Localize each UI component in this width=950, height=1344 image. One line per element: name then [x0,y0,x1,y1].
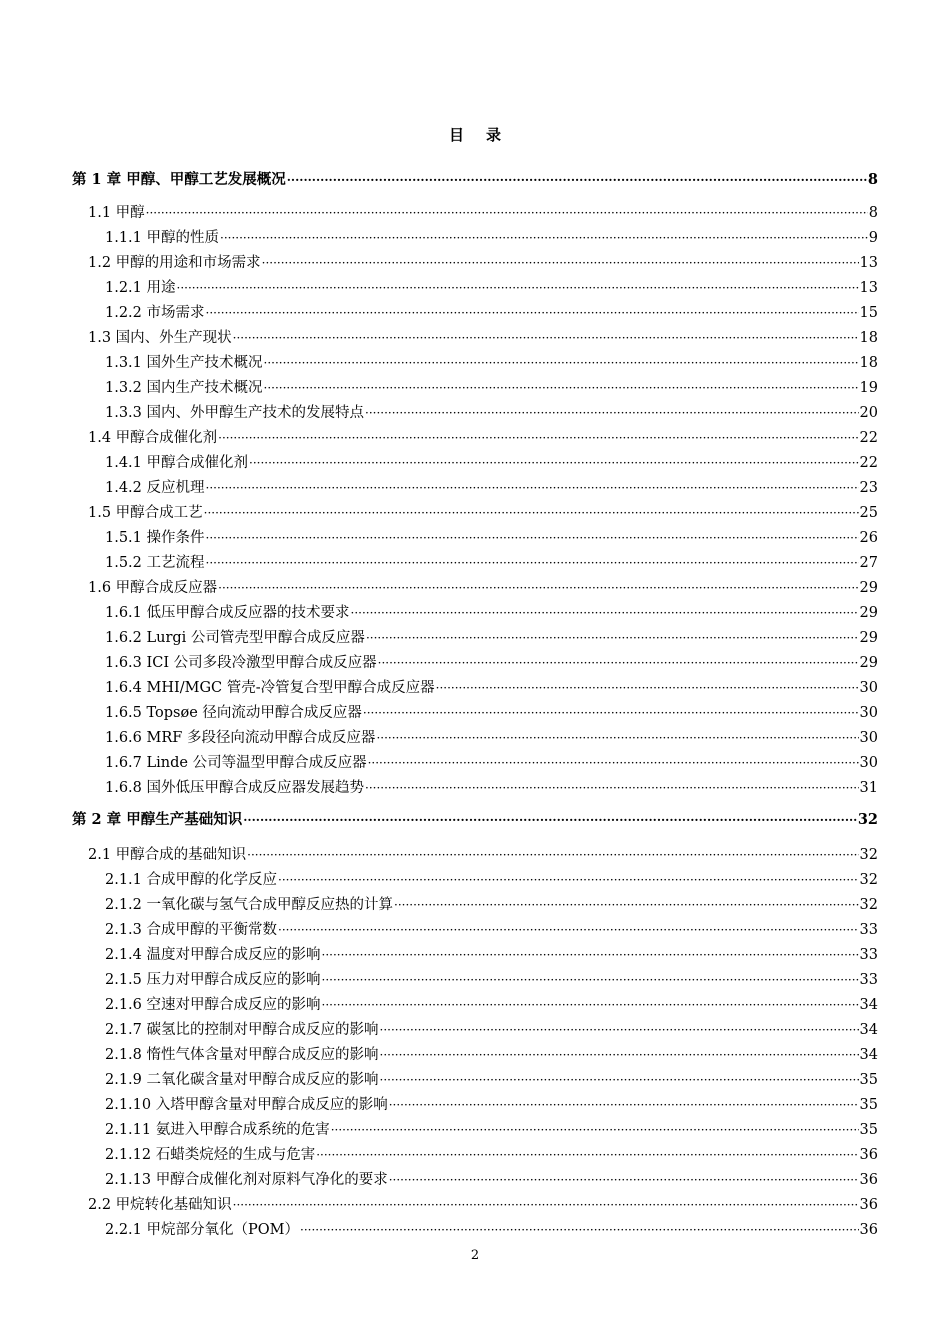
toc-dot-leader [204,503,859,523]
toc-dot-leader [380,1045,859,1065]
toc-entry-page: 30 [859,755,878,771]
toc-entry-label: 1.6.6 MRF 多段径向流动甲醇合成反应器 [105,730,376,746]
toc-entry[interactable] [105,353,878,373]
toc-dot-leader [233,328,859,348]
toc-dot-leader [218,428,858,448]
toc-entry-page: 36 [859,1147,878,1163]
toc-entry[interactable] [105,478,878,498]
toc-dot-leader [243,810,857,830]
toc-dot-leader [249,453,859,473]
toc-entry[interactable] [105,528,878,548]
toc-dot-leader [366,628,859,648]
toc-entry[interactable] [105,753,878,773]
toc-entry-label: 2.1.10 入塔甲醇含量对甲醇合成反应的影响 [105,1097,388,1113]
toc-entry[interactable] [105,228,878,248]
toc-entry[interactable] [88,845,878,865]
toc-entry-label: 第 1 章 甲醇、甲醇工艺发展概况 [72,171,286,188]
toc-entry-label: 1.3 国内、外生产现状 [88,330,232,346]
toc-entry[interactable] [105,678,878,698]
toc-dot-leader [300,1220,859,1240]
toc-entry-page: 34 [859,1022,878,1038]
toc-entry-page: 35 [859,1122,878,1138]
toc-entry-label: 1.2.2 市场需求 [105,305,205,321]
toc-entry-page: 9 [868,230,878,246]
toc-entry-label: 2.2 甲烷转化基础知识 [88,1197,232,1213]
toc-entry-label: 1.4.2 反应机理 [105,480,205,496]
toc-entry-label: 1.1.1 甲醇的性质 [105,230,220,246]
toc-entry-label: 1.3.2 国内生产技术概况 [105,380,263,396]
toc-dot-leader [365,403,859,423]
toc-entry-label: 1.2.1 用途 [105,280,176,296]
toc-entry-label: 1.4 甲醇合成催化剂 [88,430,218,446]
toc-dot-leader [436,678,859,698]
toc-entry[interactable] [105,603,878,623]
toc-entry-page: 33 [859,972,878,988]
toc-entry-label: 1.5.2 工艺流程 [105,555,205,571]
toc-entry-label: 1.6.7 Linde 公司等温型甲醇合成反应器 [105,755,367,771]
toc-entry-page: 27 [859,555,878,571]
toc-dot-leader [206,303,859,323]
toc-dot-leader [206,528,859,548]
toc-entry[interactable] [88,203,878,223]
toc-entry-page: 26 [859,530,878,546]
toc-entry[interactable] [105,453,878,473]
toc-entry-page: 25 [859,505,878,521]
toc-entry-label: 1.5.1 操作条件 [105,530,205,546]
toc-entry-label: 2.1.1 合成甲醇的化学反应 [105,872,278,888]
toc-entry[interactable] [105,920,878,940]
toc-entry-label: 1.5 甲醇合成工艺 [88,505,203,521]
toc-dot-leader [322,970,859,990]
toc-entry[interactable] [105,778,878,798]
page-title: 目录 [448,126,523,144]
toc-entry[interactable] [105,1070,878,1090]
toc-entry-page: 15 [859,305,878,321]
toc-entry-page: 22 [859,430,878,446]
toc-dot-leader [146,203,868,223]
toc-dot-leader [177,278,859,298]
toc-entry-page: 31 [859,780,878,796]
toc-entry[interactable] [105,1120,878,1140]
toc-entry-page: 20 [859,405,878,421]
toc-entry[interactable] [105,1045,878,1065]
toc-entry[interactable] [105,303,878,323]
toc-dot-leader [220,228,868,248]
toc-entry[interactable] [105,970,878,990]
toc-entry[interactable] [105,945,878,965]
toc-entry[interactable] [105,870,878,890]
toc-entry-page: 36 [859,1172,878,1188]
toc-entry-page: 32 [859,897,878,913]
toc-dot-leader [380,1070,859,1090]
toc-dot-leader [368,753,859,773]
toc-entry[interactable] [88,578,878,598]
toc-dot-leader [206,478,859,498]
toc-dot-leader [233,1195,859,1215]
toc-entry-page: 36 [859,1197,878,1213]
toc-entry-label: 1.6.4 MHI/MGC 管壳-冷管复合型甲醇合成反应器 [105,680,435,696]
toc-entry-page: 34 [859,1047,878,1063]
toc-entry-page: 29 [859,630,878,646]
toc-entry-label: 2.1.2 一氧化碳与氢气合成甲醇反应热的计算 [105,897,394,913]
toc-entry-label: 1.6.5 Topsøe 径向流动甲醇合成反应器 [105,705,362,721]
toc-entry-page: 36 [859,1222,878,1238]
toc-entry-page: 34 [859,997,878,1013]
toc-entry-page: 32 [857,811,878,828]
toc-chapter-entry[interactable] [72,170,878,190]
toc-entry[interactable] [88,253,878,273]
toc-dot-leader [316,1145,858,1165]
toc-entry[interactable] [105,1220,878,1240]
toc-entry-page: 33 [859,947,878,963]
toc-entry-label: 2.1.4 温度对甲醇合成反应的影响 [105,947,321,963]
toc-entry[interactable] [105,403,878,423]
toc-entry[interactable] [105,628,878,648]
toc-entry[interactable] [105,1145,878,1165]
toc-entry-page: 35 [859,1072,878,1088]
toc-entry-label: 第 2 章 甲醇生产基础知识 [72,811,243,828]
toc-entry-page: 13 [859,280,878,296]
toc-entry-label: 1.6.1 低压甲醇合成反应器的技术要求 [105,605,350,621]
page-number: 2 [470,1248,480,1263]
toc-entry-page: 18 [859,330,878,346]
toc-entry-label: 1.1 甲醇 [88,205,145,221]
toc-dot-leader [322,945,859,965]
toc-entry-label: 2.1.9 二氧化碳含量对甲醇合成反应的影响 [105,1072,379,1088]
toc-entry-label: 1.6.8 国外低压甲醇合成反应器发展趋势 [105,780,365,796]
toc-entry-label: 2.1.3 合成甲醇的平衡常数 [105,922,278,938]
toc-entry[interactable] [105,703,878,723]
toc-dot-leader [363,703,859,723]
toc-entry-page: 18 [859,355,878,371]
toc-entry-label: 1.3.1 国外生产技术概况 [105,355,263,371]
toc-entry[interactable] [105,1095,878,1115]
toc-entry[interactable] [105,1020,878,1040]
toc-dot-leader [365,778,859,798]
toc-entry-page: 19 [859,380,878,396]
toc-dot-leader [380,1020,859,1040]
toc-entry-page: 13 [859,255,878,271]
toc-entry[interactable] [105,278,878,298]
toc-entry-page: 30 [859,705,878,721]
toc-dot-leader [394,895,859,915]
toc-dot-leader [264,353,859,373]
toc-entry[interactable] [105,1170,878,1190]
toc-entry-page: 22 [859,455,878,471]
toc-entry-label: 2.1.12 石蜡类烷烃的生成与危害 [105,1147,316,1163]
toc-entry-label: 1.2 甲醇的用途和市场需求 [88,255,261,271]
toc-entry-page: 32 [859,847,878,863]
toc-entry[interactable] [105,378,878,398]
toc-entry-label: 2.1.7 碳氢比的控制对甲醇合成反应的影响 [105,1022,379,1038]
toc-entry-page: 23 [859,480,878,496]
toc-entry-label: 1.6 甲醇合成反应器 [88,580,218,596]
toc-entry[interactable] [105,653,878,673]
toc-entry[interactable] [88,503,878,523]
toc-dot-leader [278,870,859,890]
toc-entry-label: 2.1.13 甲醇合成催化剂对原料气净化的要求 [105,1172,388,1188]
toc-chapter-entry[interactable] [72,810,878,830]
toc-entry[interactable] [105,728,878,748]
toc-entry-label: 2.2.1 甲烷部分氧化（POM） [105,1222,299,1238]
toc-entry-label: 2.1.6 空速对甲醇合成反应的影响 [105,997,321,1013]
toc-dot-leader [378,653,859,673]
toc-entry-page: 35 [859,1097,878,1113]
toc-entry-page: 32 [859,872,878,888]
toc-entry-label: 1.6.3 ICI 公司多段冷激型甲醇合成反应器 [105,655,377,671]
toc-dot-leader [322,995,859,1015]
toc-entry-page: 29 [859,655,878,671]
toc-entry-label: 1.6.2 Lurgi 公司管壳型甲醇合成反应器 [105,630,365,646]
toc-entry-page: 30 [859,680,878,696]
toc-entry-page: 29 [859,605,878,621]
toc-entry-label: 2.1.11 氨进入甲醇合成系统的危害 [105,1122,330,1138]
toc-dot-leader [206,553,859,573]
toc-dot-leader [287,170,867,190]
toc-entry-page: 29 [859,580,878,596]
toc-dot-leader [389,1170,859,1190]
toc-dot-leader [389,1095,859,1115]
toc-entry-page: 8 [867,171,878,188]
toc-dot-leader [278,920,859,940]
toc-entry-page: 33 [859,922,878,938]
toc-entry[interactable] [88,428,878,448]
toc-entry-page: 30 [859,730,878,746]
toc-entry-label: 2.1.5 压力对甲醇合成反应的影响 [105,972,321,988]
toc-dot-leader [262,253,859,273]
toc-entry-page: 8 [868,205,878,221]
toc-dot-leader [218,578,858,598]
toc-dot-leader [351,603,859,623]
toc-dot-leader [247,845,858,865]
toc-entry-label: 2.1 甲醇合成的基础知识 [88,847,247,863]
toc-entry[interactable] [105,553,878,573]
toc-entry[interactable] [105,895,878,915]
toc-dot-leader [331,1120,859,1140]
toc-dot-leader [376,728,858,748]
toc-entry-label: 2.1.8 惰性气体含量对甲醇合成反应的影响 [105,1047,379,1063]
toc-entry-label: 1.4.1 甲醇合成催化剂 [105,455,249,471]
toc-dot-leader [264,378,859,398]
toc-entry[interactable] [88,328,878,348]
toc-entry[interactable] [105,995,878,1015]
toc-entry-label: 1.3.3 国内、外甲醇生产技术的发展特点 [105,405,365,421]
toc-entry[interactable] [88,1195,878,1215]
